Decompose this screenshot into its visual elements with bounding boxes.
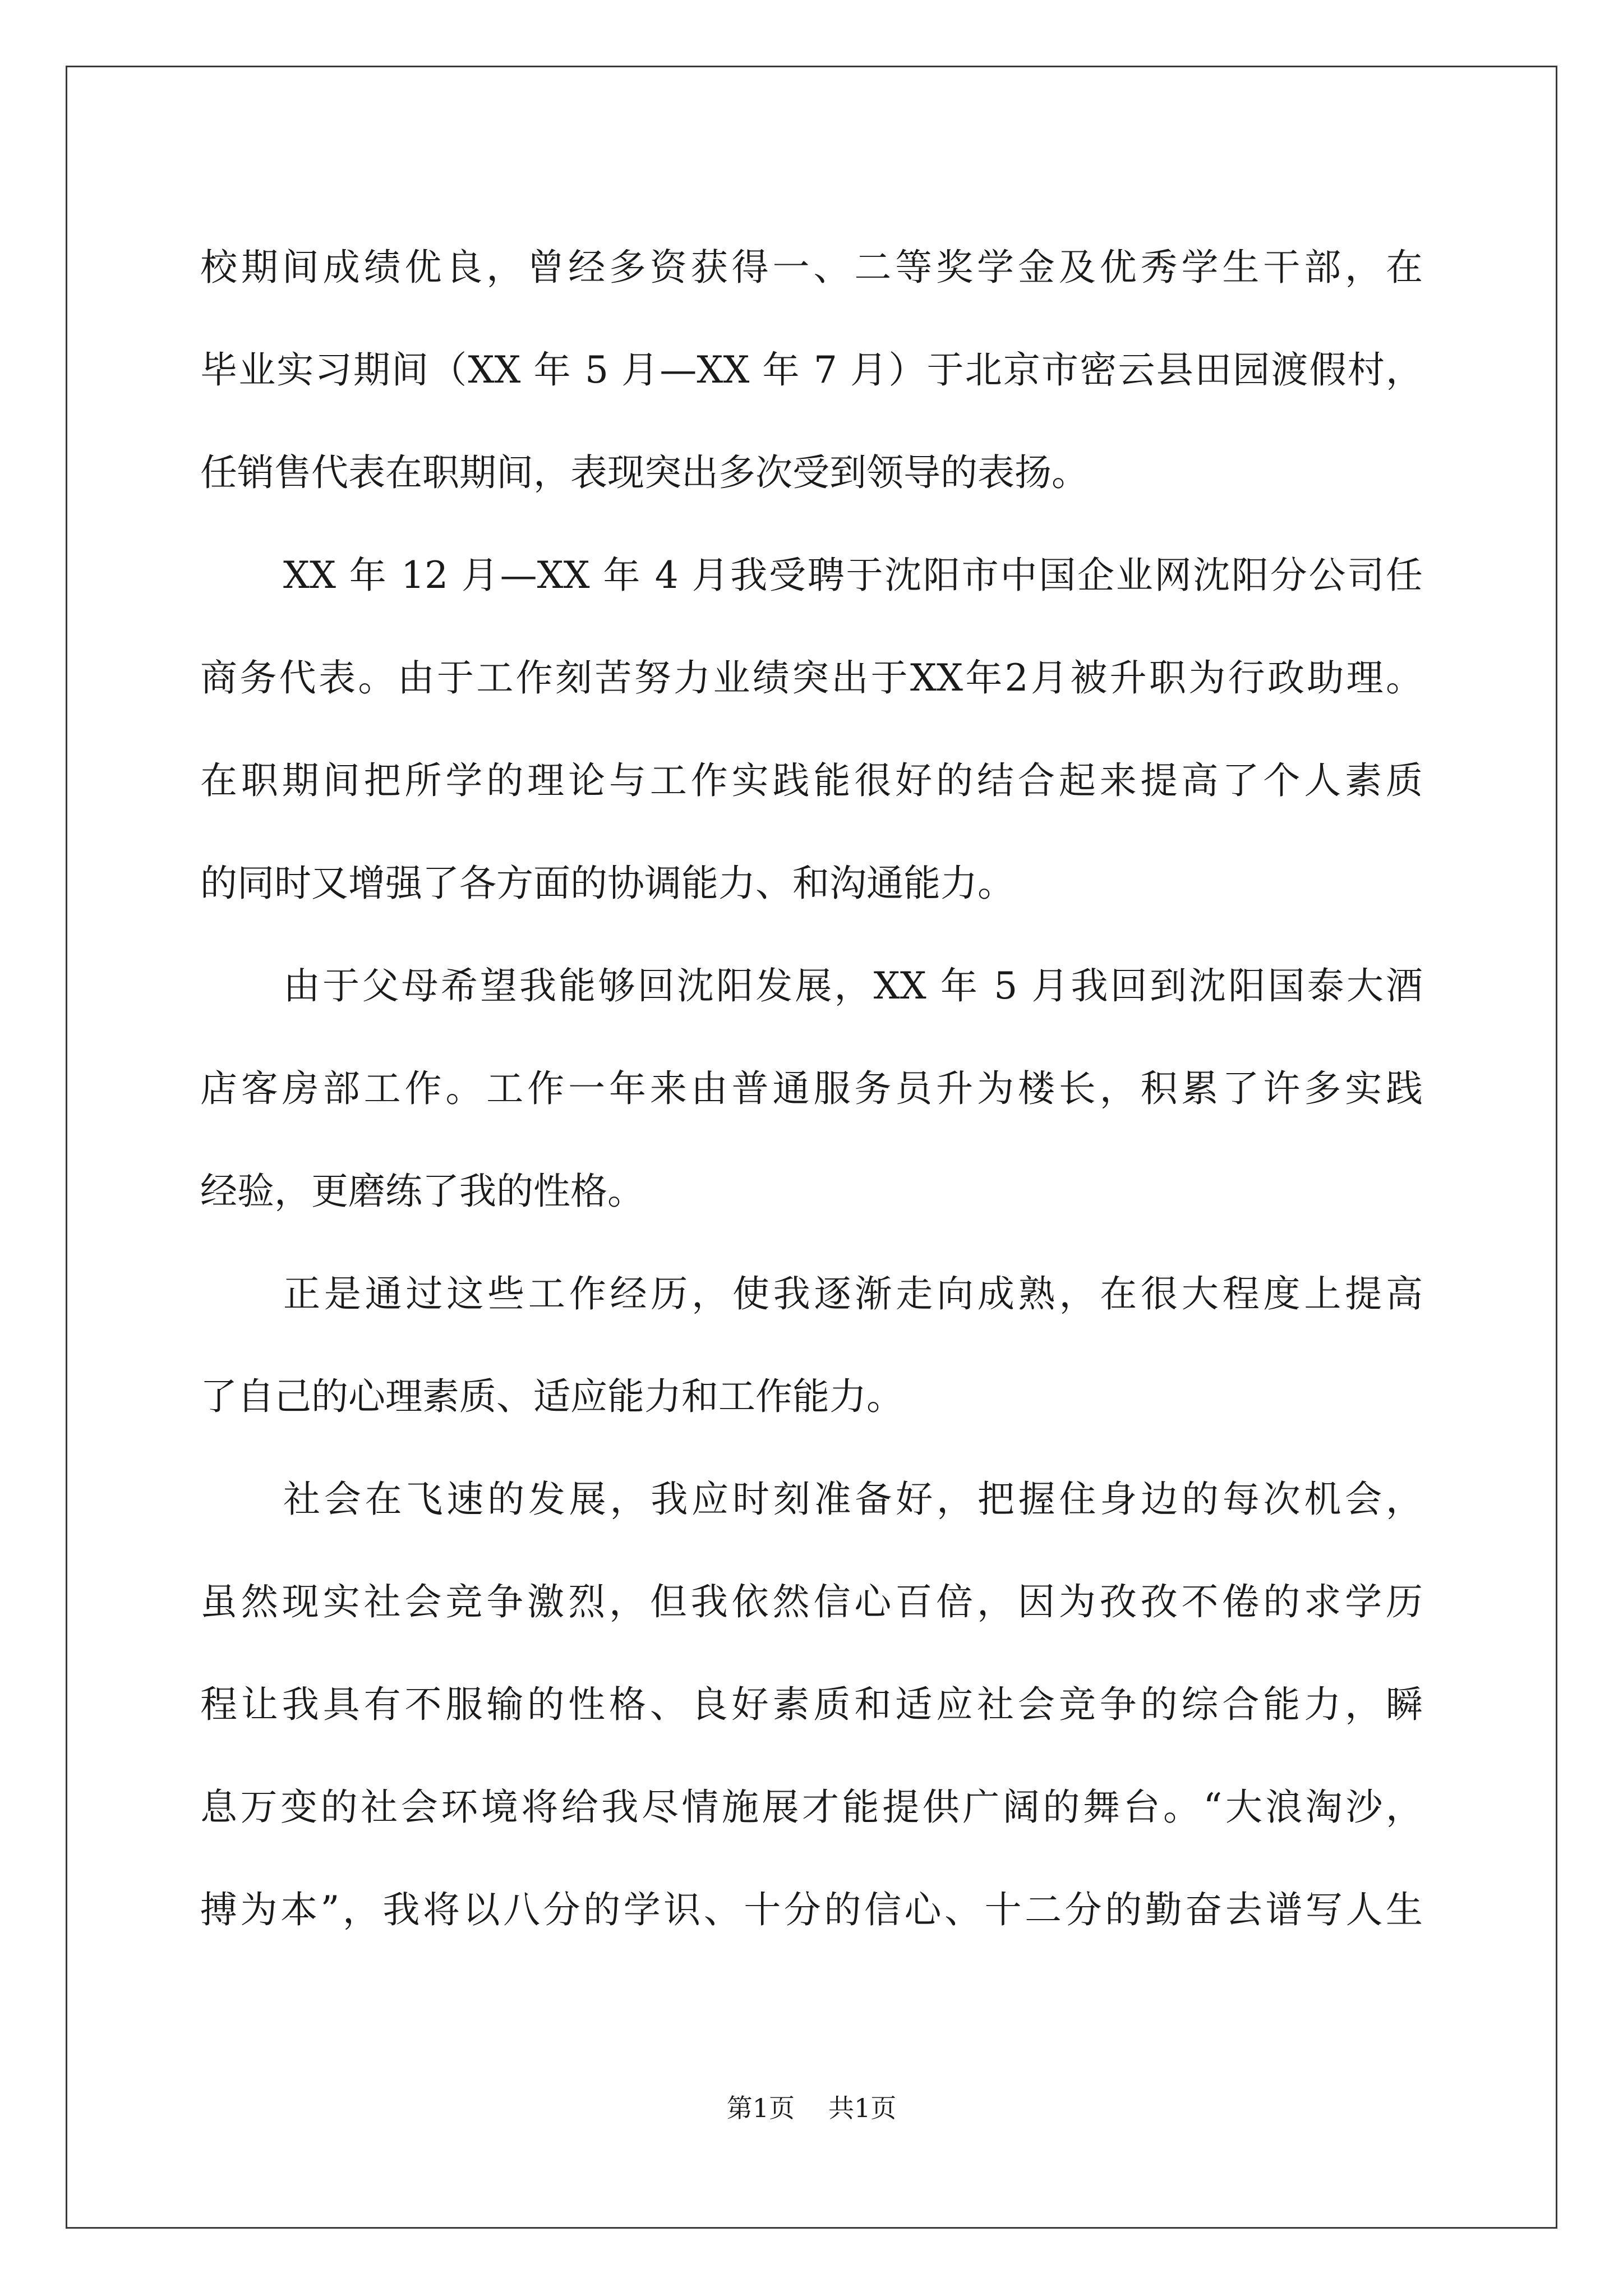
page-total: 共1页 <box>828 2093 897 2123</box>
text-line: 正是通过这些工作经历，使我逐渐走向成熟，在很大程度上提高 <box>283 1272 1423 1315</box>
page-footer <box>0 2091 1623 2125</box>
text-line: 店客房部工作。工作一年来由普通服务员升为楼长，积累了许多实践 <box>200 1067 1423 1110</box>
text-line: 校期间成绩优良，曾经多资获得一、二等奖学金及优秀学生干部，在 <box>200 246 1423 289</box>
text-line: 社会在飞速的发展，我应时刻准备好，把握住身边的每次机会， <box>283 1478 1423 1521</box>
text-line: 了自己的心理素质、适应能力和工作能力。 <box>200 1375 903 1418</box>
text-line: 商务代表。由于工作刻苦努力业绩突出于XX年2月被升职为行政助理。 <box>200 656 1423 700</box>
text-line: 在职期间把所学的理论与工作实践能很好的结合起来提高了个人素质 <box>200 759 1423 802</box>
text-line: 任销售代表在职期间，表现突出多次受到领导的表扬。 <box>200 451 1089 494</box>
text-line: 程让我具有不服输的性格、良好素质和适应社会竞争的综合能力，瞬 <box>200 1683 1423 1726</box>
text-line: 搏为本”，我将以八分的学识、十分的信心、十二分的勤奋去谱写人生 <box>200 1888 1423 1931</box>
text-line: XX 年 12 月—XX 年 4 月我受聘于沈阳市中国企业网沈阳分公司任 <box>283 554 1423 597</box>
text-line: 毕业实习期间（XX 年 5 月—XX 年 7 月）于北京市密云县田园渡假村， <box>200 348 1423 392</box>
text-line: 虽然现实社会竞争激烈，但我依然信心百倍，因为孜孜不倦的求学历 <box>200 1580 1423 1623</box>
document-body <box>200 216 1423 1961</box>
text-line: 息万变的社会环境将给我尽情施展才能提供广阔的舞台。“大浪淘沙， <box>200 1786 1423 1829</box>
text-line: 由于父母希望我能够回沈阳发展，XX 年 5 月我回到沈阳国泰大酒 <box>283 964 1423 1007</box>
text-line: 经验，更磨练了我的性格。 <box>200 1170 644 1213</box>
text-line: 的同时又增强了各方面的协调能力、和沟通能力。 <box>200 862 1015 905</box>
page-number: 第1页 <box>726 2093 795 2123</box>
